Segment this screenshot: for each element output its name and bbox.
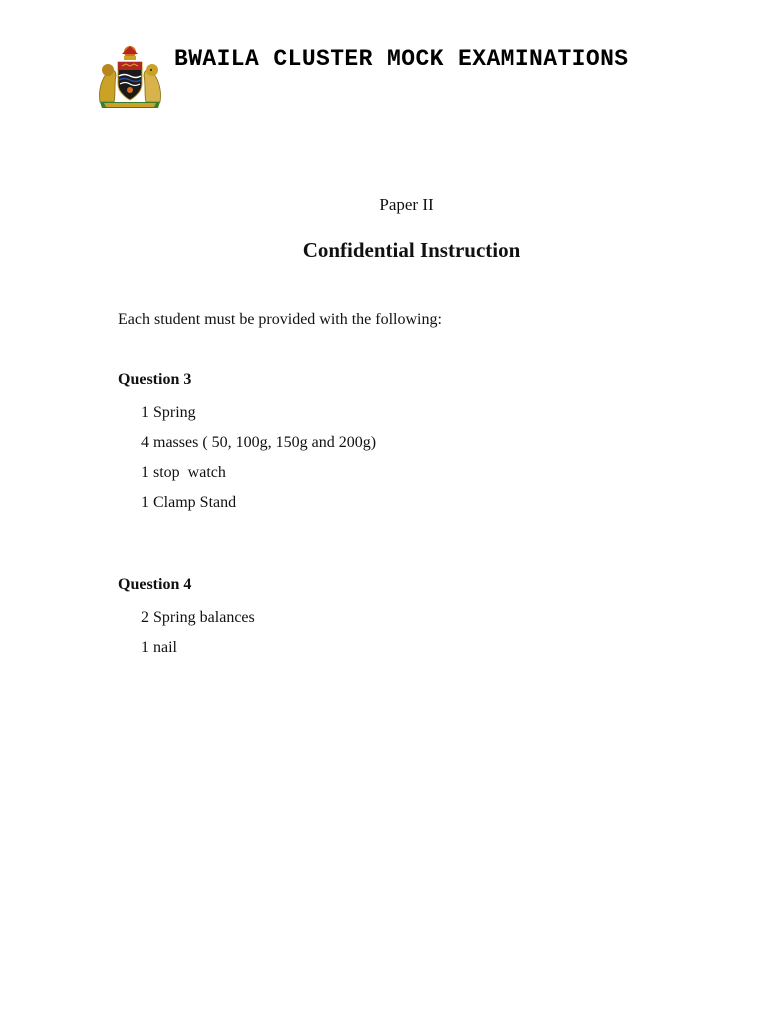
document-title: Confidential Instruction xyxy=(302,238,521,262)
list-item: 1 nail xyxy=(141,639,177,656)
coat-of-arms-icon xyxy=(94,44,166,110)
list-item: 4 masses ( 50, 100g, 150g and 200g) xyxy=(141,434,377,451)
question-heading: Question 4 xyxy=(118,576,192,593)
list-item: 1 Clamp Stand xyxy=(141,494,237,511)
paper-label: Paper II xyxy=(379,195,434,214)
question-4-section xyxy=(118,576,255,668)
question-heading: Question 3 xyxy=(118,371,192,388)
exam-header-title: BWAILA CLUSTER MOCK EXAMINATIONS xyxy=(174,46,629,72)
list-item: 1 stop watch xyxy=(141,464,226,481)
list-item: 1 Spring xyxy=(141,404,196,421)
intro-text: Each student must be provided with the following: xyxy=(118,311,442,328)
question-3-section xyxy=(118,371,376,523)
apparatus-list xyxy=(118,403,376,523)
apparatus-list xyxy=(118,608,255,668)
list-item: 2 Spring balances xyxy=(141,609,255,626)
